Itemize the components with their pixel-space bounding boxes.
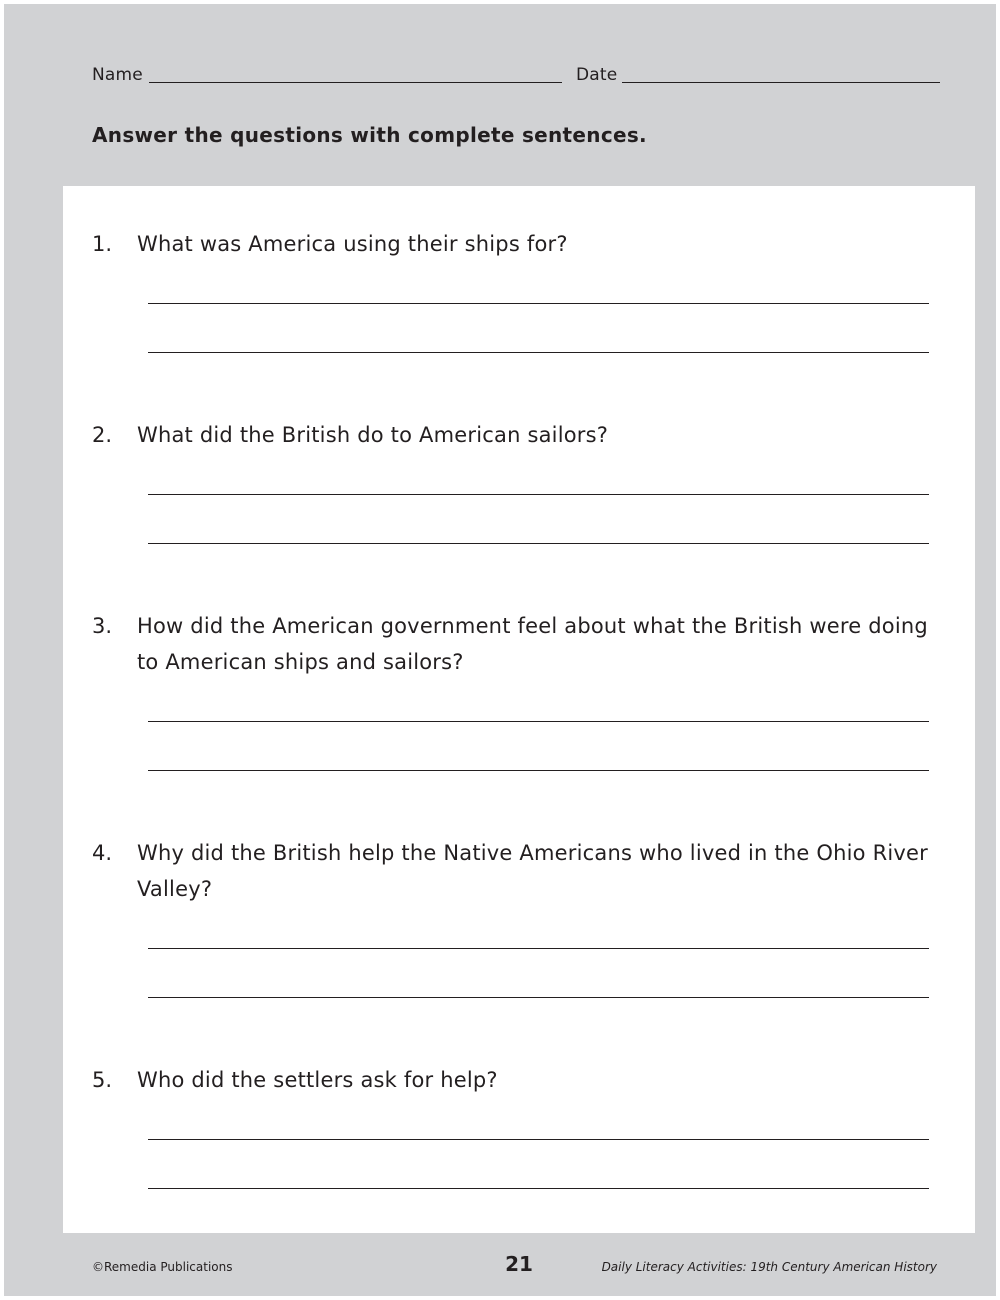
question-text: How did the American government feel about what the British were doing to American ships and sailors? xyxy=(137,614,928,674)
answer-line[interactable] xyxy=(148,303,929,304)
question-number: 2. xyxy=(92,423,113,447)
worksheet-page xyxy=(4,4,996,1296)
date-field[interactable] xyxy=(622,82,940,83)
instructions-heading: Answer the questions with complete sentences. xyxy=(92,123,647,147)
answer-line[interactable] xyxy=(148,543,929,544)
answer-line[interactable] xyxy=(148,997,929,998)
question-number: 1. xyxy=(92,232,113,256)
answer-line[interactable] xyxy=(148,1139,929,1140)
name-date-row xyxy=(92,62,942,88)
question-text: What did the British do to American sailors? xyxy=(137,423,609,447)
question-text: Who did the settlers ask for help? xyxy=(137,1068,498,1092)
question-text: What was America using their ships for? xyxy=(137,232,568,256)
name-label: Name xyxy=(92,65,143,85)
answer-line[interactable] xyxy=(148,352,929,353)
book-title: Daily Literacy Activities: 19th Century American History xyxy=(601,1260,937,1274)
date-label: Date xyxy=(576,65,618,85)
question-number: 3. xyxy=(92,614,113,638)
question-text: Why did the British help the Native Americans who lived in the Ohio River Valley? xyxy=(137,841,928,901)
answer-line[interactable] xyxy=(148,494,929,495)
question-number: 5. xyxy=(92,1068,113,1092)
answer-line[interactable] xyxy=(148,721,929,722)
page-number: 21 xyxy=(505,1252,533,1276)
answer-line[interactable] xyxy=(148,770,929,771)
question-number: 4. xyxy=(92,841,113,865)
answer-panel xyxy=(63,186,975,1233)
publisher-credit: ©Remedia Publications xyxy=(92,1260,233,1274)
name-field[interactable] xyxy=(149,82,562,83)
answer-line[interactable] xyxy=(148,1188,929,1189)
answer-line[interactable] xyxy=(148,948,929,949)
